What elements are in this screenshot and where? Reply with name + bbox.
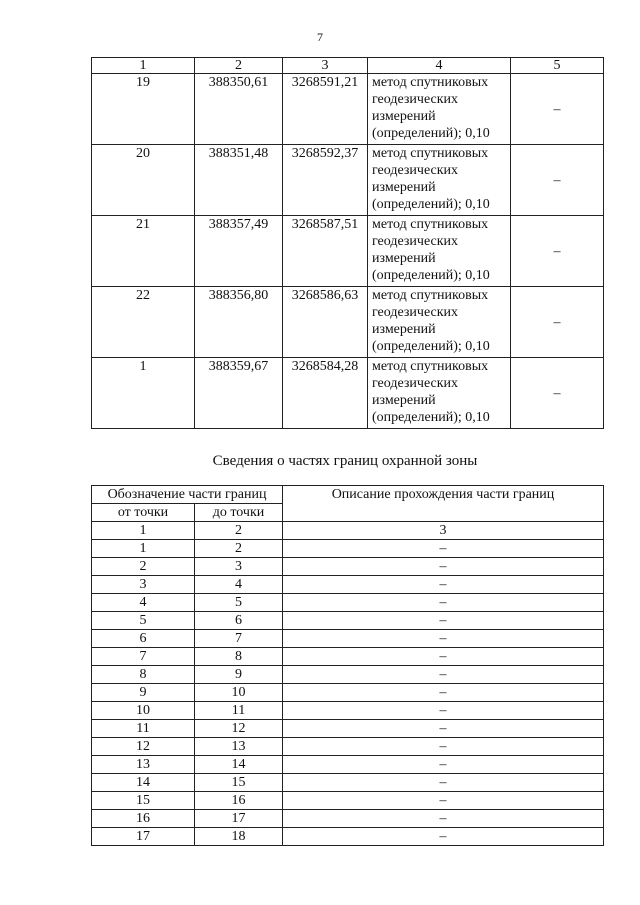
section-title: Сведения о частях границ охранной зоны — [212, 453, 478, 469]
coordinate-y: 3268587,51 — [283, 216, 368, 287]
to-point: 13 — [195, 738, 283, 756]
table-row — [92, 612, 604, 630]
table-row — [92, 756, 604, 774]
method-cell — [368, 216, 511, 287]
description: – — [283, 648, 604, 666]
description: – — [283, 576, 604, 594]
to-point-header: до точки — [195, 504, 283, 522]
coordinate-y: 3268591,21 — [283, 74, 368, 145]
to-point: 14 — [195, 756, 283, 774]
description: – — [283, 702, 604, 720]
coordinate-x: 388351,48 — [195, 145, 283, 216]
to-point: 11 — [195, 702, 283, 720]
description: – — [283, 612, 604, 630]
method-line: (определений); 0,10 — [372, 126, 490, 141]
boundary-parts-table — [91, 485, 604, 846]
description: – — [283, 666, 604, 684]
page-number: 7 — [317, 30, 323, 44]
from-point: 5 — [92, 612, 195, 630]
from-point: 8 — [92, 666, 195, 684]
to-point: 2 — [195, 540, 283, 558]
method-cell — [368, 358, 511, 429]
method-line: метод спутниковых — [372, 146, 489, 161]
method-line: (определений); 0,10 — [372, 339, 490, 354]
to-point: 3 — [195, 558, 283, 576]
coordinate-y: 3268586,63 — [283, 287, 368, 358]
from-point-header: от точки — [92, 504, 195, 522]
from-point: 17 — [92, 828, 195, 846]
parts-header-row — [92, 486, 604, 504]
table-row — [92, 630, 604, 648]
from-point: 1 — [92, 540, 195, 558]
description: – — [283, 828, 604, 846]
column-number-cell: 5 — [511, 58, 604, 74]
method-line: измерений — [372, 109, 436, 124]
table-row — [92, 738, 604, 756]
from-point: 9 — [92, 684, 195, 702]
coordinate-y: 3268592,37 — [283, 145, 368, 216]
group-header: Обозначение части границ — [92, 486, 283, 504]
method-line: (определений); 0,10 — [372, 197, 490, 212]
table-row — [92, 684, 604, 702]
method-line: геодезических — [372, 234, 459, 249]
point-number: 22 — [92, 287, 195, 358]
description: – — [283, 540, 604, 558]
table-row — [92, 558, 604, 576]
table-row — [92, 287, 604, 358]
column5-value: – — [511, 74, 604, 145]
column5-value: – — [511, 145, 604, 216]
description: – — [283, 792, 604, 810]
description: – — [283, 756, 604, 774]
num-cell: 2 — [195, 522, 283, 540]
description: – — [283, 774, 604, 792]
column-number-cell: 1 — [92, 58, 195, 74]
table-row — [92, 702, 604, 720]
description: – — [283, 720, 604, 738]
method-line: (определений); 0,10 — [372, 268, 490, 283]
column-number-row — [92, 58, 604, 74]
method-line: измерений — [372, 322, 436, 337]
column-number-cell: 2 — [195, 58, 283, 74]
table-row — [92, 216, 604, 287]
table-row — [92, 145, 604, 216]
coordinate-x: 388350,61 — [195, 74, 283, 145]
method-line: измерений — [372, 251, 436, 266]
description-header: Описание прохождения части границ — [283, 486, 604, 522]
method-line: измерений — [372, 393, 436, 408]
method-line: метод спутниковых — [372, 75, 489, 90]
table-row — [92, 828, 604, 846]
description: – — [283, 684, 604, 702]
to-point: 5 — [195, 594, 283, 612]
from-point: 13 — [92, 756, 195, 774]
method-cell — [368, 74, 511, 145]
table-row — [92, 720, 604, 738]
description: – — [283, 594, 604, 612]
column-number-cell: 4 — [368, 58, 511, 74]
method-line: геодезических — [372, 305, 459, 320]
description: – — [283, 810, 604, 828]
column5-value: – — [511, 216, 604, 287]
point-number: 19 — [92, 74, 195, 145]
description: – — [283, 558, 604, 576]
table-row — [92, 774, 604, 792]
from-point: 4 — [92, 594, 195, 612]
coordinates-table — [91, 57, 604, 429]
to-point: 16 — [195, 792, 283, 810]
to-point: 6 — [195, 612, 283, 630]
from-point: 6 — [92, 630, 195, 648]
method-line: метод спутниковых — [372, 288, 489, 303]
coordinate-x: 388356,80 — [195, 287, 283, 358]
coordinate-x: 388359,67 — [195, 358, 283, 429]
from-point: 15 — [92, 792, 195, 810]
from-point: 7 — [92, 648, 195, 666]
table-row — [92, 594, 604, 612]
table-row — [92, 358, 604, 429]
method-line: метод спутниковых — [372, 359, 489, 374]
description: – — [283, 738, 604, 756]
from-point: 14 — [92, 774, 195, 792]
point-number: 1 — [92, 358, 195, 429]
description: – — [283, 630, 604, 648]
table-row — [92, 74, 604, 145]
table-row — [92, 792, 604, 810]
to-point: 12 — [195, 720, 283, 738]
column-number-cell: 3 — [283, 58, 368, 74]
table-row — [92, 576, 604, 594]
column5-value: – — [511, 358, 604, 429]
method-line: метод спутниковых — [372, 217, 489, 232]
from-point: 2 — [92, 558, 195, 576]
parts-number-row — [92, 522, 604, 540]
point-number: 20 — [92, 145, 195, 216]
to-point: 9 — [195, 666, 283, 684]
from-point: 12 — [92, 738, 195, 756]
coordinate-x: 388357,49 — [195, 216, 283, 287]
to-point: 4 — [195, 576, 283, 594]
method-line: измерений — [372, 180, 436, 195]
point-number: 21 — [92, 216, 195, 287]
table-row — [92, 666, 604, 684]
from-point: 3 — [92, 576, 195, 594]
to-point: 8 — [195, 648, 283, 666]
method-cell — [368, 287, 511, 358]
to-point: 18 — [195, 828, 283, 846]
num-cell: 3 — [283, 522, 604, 540]
from-point: 11 — [92, 720, 195, 738]
table-row — [92, 810, 604, 828]
method-line: геодезических — [372, 163, 459, 178]
to-point: 15 — [195, 774, 283, 792]
method-line: (определений); 0,10 — [372, 410, 490, 425]
to-point: 10 — [195, 684, 283, 702]
method-cell — [368, 145, 511, 216]
num-cell: 1 — [92, 522, 195, 540]
column5-value: – — [511, 287, 604, 358]
from-point: 10 — [92, 702, 195, 720]
table-row — [92, 540, 604, 558]
to-point: 17 — [195, 810, 283, 828]
table-row — [92, 648, 604, 666]
method-line: геодезических — [372, 376, 459, 391]
to-point: 7 — [195, 630, 283, 648]
coordinate-y: 3268584,28 — [283, 358, 368, 429]
method-line: геодезических — [372, 92, 459, 107]
from-point: 16 — [92, 810, 195, 828]
